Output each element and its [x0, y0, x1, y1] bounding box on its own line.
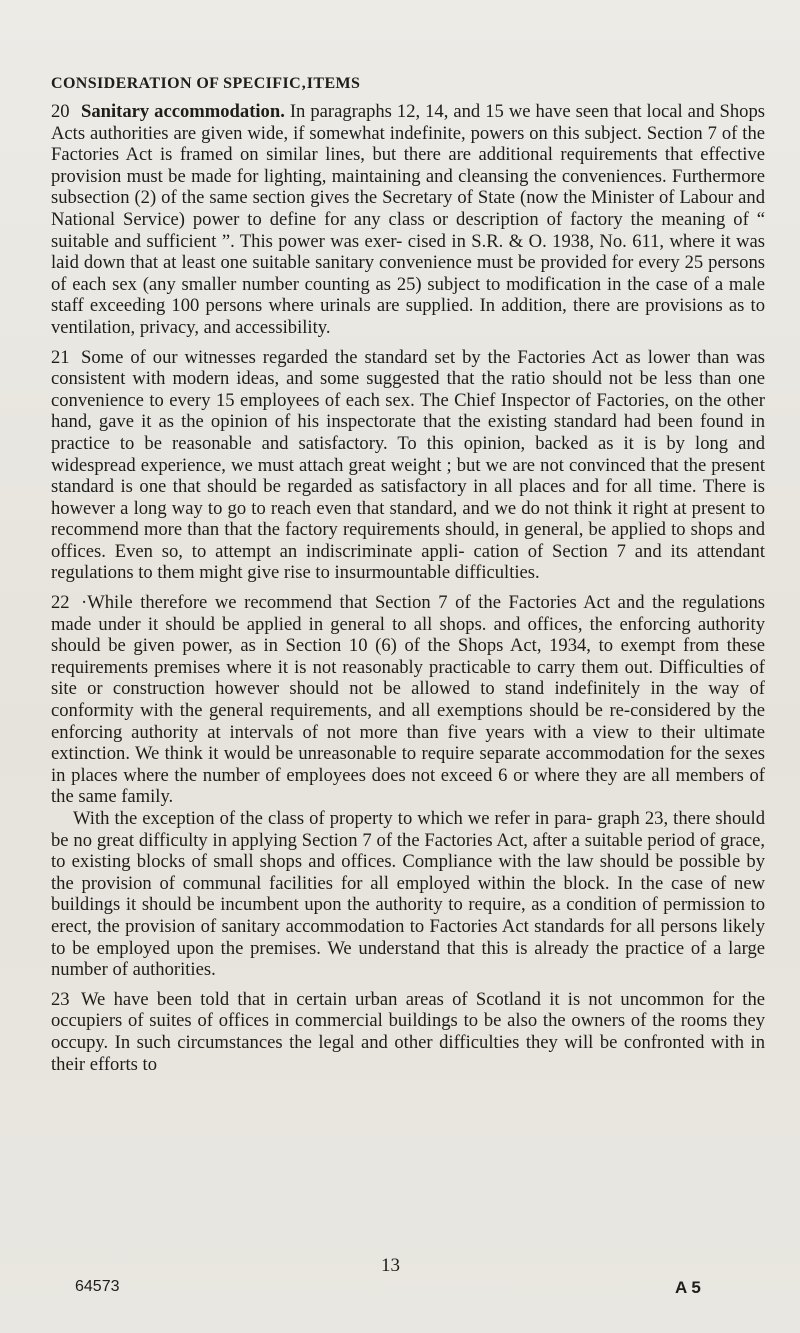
- paragraph-text: ·While therefore we recommend that Section 7 of the Factories Act and the regulations made under it should be applied in general to all shops. and offices, the enforcing authority should be given power, as in Section 10 (6) of the Shops Act, 1934, to exempt from these requirements premises where it is not reasonably practicable to carry them out. Difficulties of site or construction however should not be allowed to stand indefinitely in the way of conformity with the general requirements, and all exemptions should be re-considered by the enforcing authority at intervals of not more than five years with a view to their ultimate extinction. We think it would be unreasonable to require separate accommodation for the sexes in places where the number of employees does not exceed 6 or where they are all members of the same family.: [51, 592, 765, 808]
- paragraph-text: We have been told that in certain urban areas of Scotland it is not uncommon for the occupiers of suites of offices in commercial buildings to be also the owners of the rooms they occupy. In such circumstances the legal and other difficulties they will be confronted with in their efforts to: [51, 988, 765, 1075]
- signature-mark: A 5: [675, 1278, 701, 1297]
- paragraph-number: 22: [51, 592, 70, 614]
- paragraph-20: [51, 101, 765, 339]
- paragraph-number: 21: [51, 346, 70, 368]
- paragraph-number: 23: [51, 988, 70, 1010]
- paragraph-22-continued: [51, 808, 765, 981]
- paragraph-text: With the exception of the class of property to which we refer in para- graph 23, there should be no great difficulty in applying Section 7 of the Factories Act, after a suitable period of grace, to existing blocks of small shops and offices. Compliance with the law should be possible by the provision of communal facilities for all employed within the block. In the case of new buildings it should be incumbent upon the authority to require, as a condition of permission to erect, the provision of sanitary accommodation to Factories Act standards for all persons likely to be employed upon the premises. We understand that this is already the practice of a large number of authorities.: [51, 808, 765, 981]
- paragraph-number: 20: [51, 101, 70, 122]
- page-number: 13: [381, 1255, 400, 1276]
- page-header: CONSIDERATION OF SPECIFIC‚ITEMS: [51, 75, 361, 92]
- paragraph-22: [51, 592, 765, 808]
- body-text: [51, 101, 765, 1075]
- print-code: 64573: [75, 1278, 120, 1295]
- paragraph-heading: Sanitary accommodation.: [81, 101, 285, 122]
- paragraph-text: Some of our witnesses regarded the standard set by the Factories Act as lower than was consistent with modern ideas, and some suggested that the ratio should not be less than one convenience to every 15 employees of each sex. The Chief Inspector of Factories, on the other hand, gave it as the opinion of his inspectorate that the existing standard had been found in practice to be reasonable and satisfactory. To this opinion, backed as it is by long and widespread experience, we must attach great weight ; but we are not convinced that the present standard is one that should be regarded as satisfactory in all places and for all time. There is however a long way to go to reach even that standard, and we do not think it right at present to recommend more than that the factory requirements should, in general, be applied to shops and offices. Even so, to attempt an indiscriminate appli- cation of Section 7 and its attendant regulations to them might give rise to insurmountable difficulties.: [51, 346, 765, 584]
- paragraph-21: [51, 347, 765, 585]
- paragraph-23: [51, 989, 765, 1075]
- paragraph-text: In paragraphs 12, 14, and 15 we have seen that local and Shops Acts authorities are given wide, if somewhat indefinite, powers on this subject. Section 7 of the Factories Act is framed on similar lines, but there are additional requirements that effective provision must be made for lighting, maintaining and cleansing the conveniences. Furthermore subsection (2) of the same section gives the Secretary of State (now the Minister of Labour and National Service) power to define for any class or description of factory the meaning of “ suitable and sufficient ”. This power was exer- cised in S.R. & O. 1938, No. 611, where it was laid down that at least one suitable sanitary convenience must be provided for every 25 persons of each sex (any smaller number counting as 25) subject to modification in the case of a male staff exceeding 100 persons where urinals are supplied. In addition, there are provisions as to ventilation, privacy, and accessibility.: [51, 101, 765, 338]
